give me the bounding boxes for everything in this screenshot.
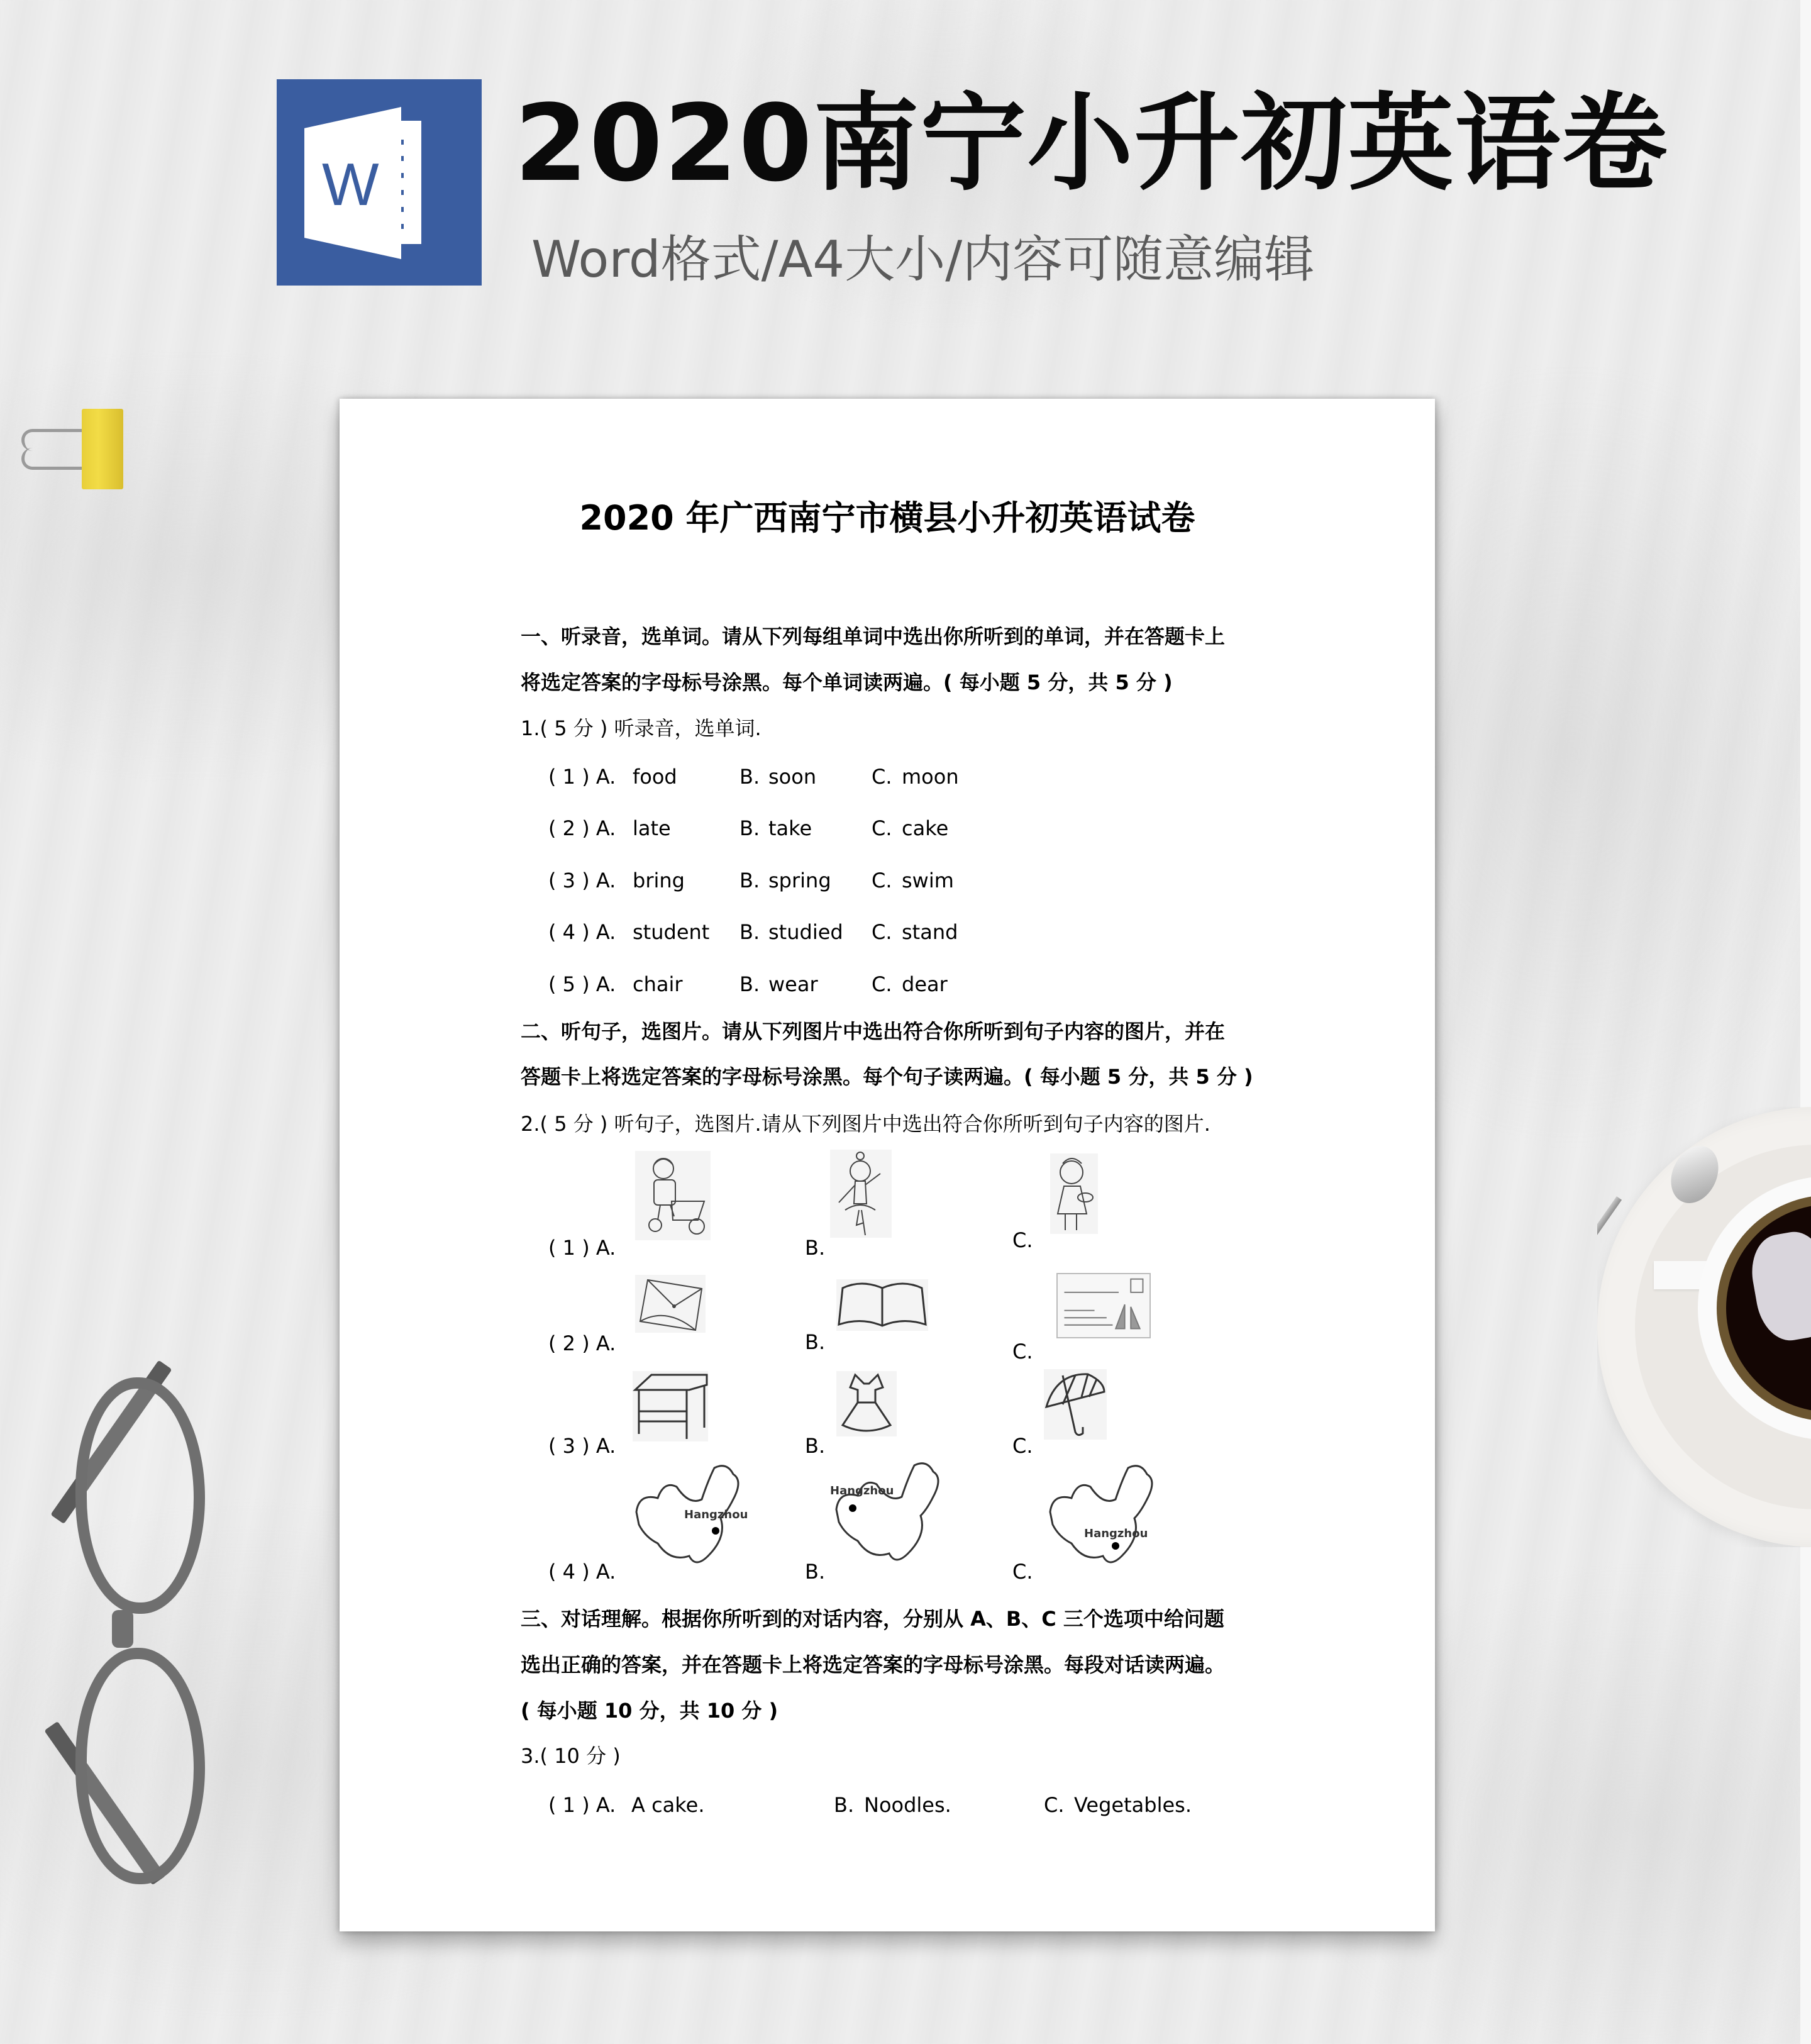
option-c-label: C. [1044,1793,1065,1817]
option-b-label: B. [834,1793,855,1817]
option-b: soon [768,765,817,789]
section3-instruction-line2: 选出正确的答案，并在答题卡上将选定答案的字母标号涂黑。每段对话读两遍。 [521,1653,1226,1677]
option-c: stand [902,920,958,944]
item-number: ( 5 ) A. [548,972,616,996]
option-c-label: C. [1012,1340,1033,1364]
item-number: ( 1 ) A. [548,1793,616,1817]
open-book-picture [836,1279,928,1331]
option-c: Vegetables. [1074,1793,1192,1817]
section1-instruction-line2: 将选定答案的字母标号涂黑。每个单词读两遍。( 每小题 5 分，共 5 分 ) [521,670,1173,694]
section2-instruction-line2: 答题卡上将选定答案的字母标号涂黑。每个句子读两遍。( 每小题 5 分，共 5 分 ) [521,1065,1253,1089]
china-map-hangzhou-south-picture [1046,1462,1157,1575]
option-c-label: C. [872,816,892,840]
umbrella-picture [1044,1369,1107,1440]
option-a: late [633,816,671,840]
option-c: moon [902,765,959,789]
item-number: ( 4 ) A. [548,920,616,944]
china-map-hangzhou-west-picture [830,1459,943,1572]
section3-instruction-line3: ( 每小题 10 分，共 10 分 ) [521,1699,778,1723]
section1-instruction-line1: 一、听录音，选单词。请从下列每组单词中选出你所听到的单词，并在答题卡上 [521,625,1226,648]
option-c-label: C. [872,765,892,789]
section2-instruction-line1: 二、听句子，选图片。请从下列图片中选出符合你所听到句子内容的图片，并在 [521,1019,1226,1043]
option-b-label: B. [739,816,760,840]
option-b-label: B. [805,1434,826,1458]
dress-picture [836,1371,897,1436]
item-number: ( 2 ) A. [548,816,616,840]
option-b: Noodles. [864,1793,951,1817]
option-b-label: B. [739,972,760,996]
item-number: ( 1 ) A. [548,765,616,789]
option-b-label: B. [805,1560,826,1584]
option-a: student [633,920,710,944]
map-label: Hangzhou [684,1508,748,1521]
option-a: bring [633,869,685,892]
word-icon-letter: W [322,151,379,218]
item-number: ( 1 ) A. [548,1236,616,1260]
item-number: ( 3 ) A. [548,1434,616,1458]
option-c: dear [902,972,948,996]
option-b: spring [768,869,831,892]
map-label: Hangzhou [830,1484,894,1497]
option-b-label: B. [805,1330,826,1354]
question2-header: 2.( 5 分 ) 听句子，选图片.请从下列图片中选出符合你所听到句子内容的图片. [521,1112,1210,1136]
girl-with-basket-picture [1050,1153,1098,1234]
item-number: ( 2 ) A. [548,1331,616,1355]
eyeglasses-icon [63,1365,214,1893]
option-a: food [633,765,677,789]
option-c: cake [902,816,949,840]
option-c-label: C. [872,869,892,892]
map-label: Hangzhou [1084,1527,1148,1540]
edge-strip [1800,0,1811,2044]
binder-clip-icon [19,409,132,503]
postcard-picture [1056,1273,1151,1338]
worker-with-wheelbarrow-picture [635,1151,711,1240]
question1-header: 1.( 5 分 ) 听录音，选单词. [521,716,762,740]
option-b-label: B. [805,1236,826,1260]
option-b: wear [768,972,818,996]
word-icon [277,79,482,286]
coffee-cup-icon [1597,1107,1811,1547]
option-c-label: C. [872,920,892,944]
option-c: swim [902,869,954,892]
envelope-picture [635,1275,706,1333]
desk-picture [633,1371,708,1441]
section3-instruction-line1: 三、对话理解。根据你所听到的对话内容，分别从 A、B、C 三个选项中给问题 [521,1607,1224,1631]
option-a: A cake. [631,1793,705,1817]
ballet-dancer-picture [830,1150,892,1238]
option-b-label: B. [739,920,760,944]
document-page [340,399,1435,1931]
hero-title: 2020南宁小升初英语卷 [514,82,1669,205]
document-title: 2020 年广西南宁市横县小升初英语试卷 [579,498,1195,538]
hero-subtitle: Word格式/A4大小/内容可随意编辑 [531,230,1315,289]
china-map-hangzhou-east-picture [633,1462,748,1575]
option-c-label: C. [1012,1434,1033,1458]
option-c-label: C. [1012,1560,1033,1584]
option-c-label: C. [1012,1228,1033,1252]
option-b: take [768,816,812,840]
option-c-label: C. [872,972,892,996]
option-b: studied [768,920,843,944]
question3-header: 3.( 10 分 ) [521,1744,621,1768]
option-b-label: B. [739,869,760,892]
item-number: ( 3 ) A. [548,869,616,892]
option-a: chair [633,972,683,996]
item-number: ( 4 ) A. [548,1560,616,1584]
option-b-label: B. [739,765,760,789]
